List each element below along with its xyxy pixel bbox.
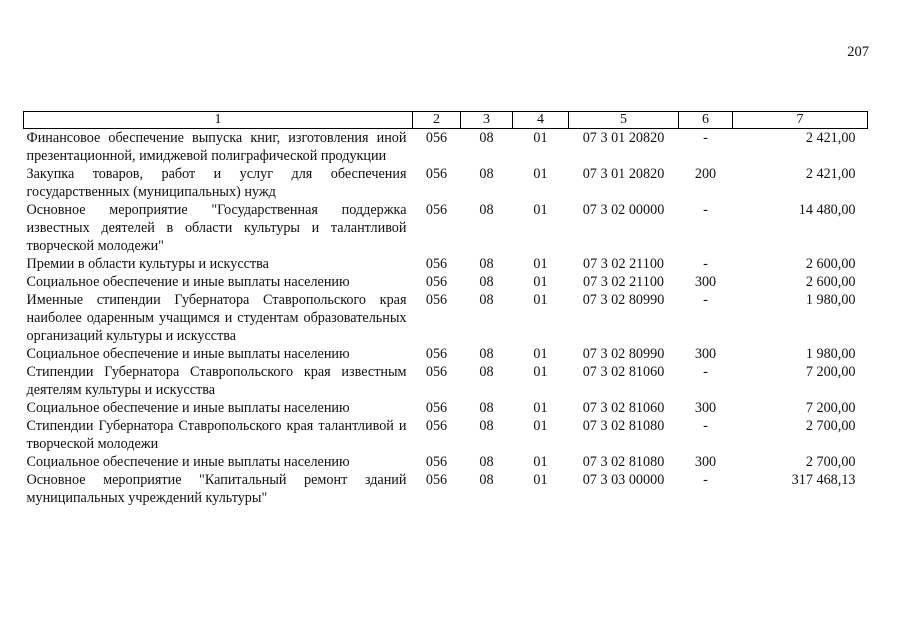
row-subsection: 01 <box>533 400 548 416</box>
row-amount: 2 700,00 <box>805 418 856 434</box>
row-ministry-code: 056 <box>425 274 448 290</box>
row-ministry-code: 056 <box>425 454 448 470</box>
row-amount: 7 200,00 <box>805 400 856 416</box>
row-subsection: 01 <box>533 292 548 308</box>
row-section: 08 <box>479 472 494 488</box>
row-amount: 2 700,00 <box>805 454 856 470</box>
row-amount: 1 980,00 <box>805 292 856 308</box>
row-name: Премии в области культуры и искусства <box>26 256 269 272</box>
row-amount: 2 421,00 <box>805 130 856 146</box>
table-row <box>24 165 868 201</box>
row-expense-type: - <box>703 202 708 218</box>
header-col-5: 5 <box>569 112 679 129</box>
header-col-3: 3 <box>461 112 513 129</box>
table-row <box>24 129 868 166</box>
row-target-article: 07 3 02 81080 <box>582 454 665 470</box>
row-section: 08 <box>479 202 494 218</box>
header-col-4: 4 <box>513 112 569 129</box>
table-row <box>24 471 868 507</box>
row-amount: 2 600,00 <box>805 256 856 272</box>
row-name: Основное мероприятие "Капитальный ремонт зданий муниципальных учреждений культуры" <box>26 472 407 506</box>
row-target-article: 07 3 02 00000 <box>582 202 665 218</box>
row-subsection: 01 <box>533 346 548 362</box>
row-ministry-code: 056 <box>425 364 448 380</box>
row-target-article: 07 3 02 81060 <box>582 364 665 380</box>
row-target-article: 07 3 02 80990 <box>582 346 665 362</box>
row-ministry-code: 056 <box>425 346 448 362</box>
row-target-article: 07 3 02 21100 <box>582 274 665 290</box>
row-section: 08 <box>479 364 494 380</box>
row-expense-type: - <box>703 130 708 146</box>
header-col-2: 2 <box>413 112 461 129</box>
table-row <box>24 399 868 417</box>
row-amount: 317 468,13 <box>791 472 856 488</box>
row-expense-type: 300 <box>694 274 717 290</box>
row-subsection: 01 <box>533 166 548 182</box>
row-amount: 2 421,00 <box>805 166 856 182</box>
row-target-article: 07 3 02 81080 <box>582 418 665 434</box>
row-expense-type: 300 <box>694 346 717 362</box>
row-target-article: 07 3 01 20820 <box>582 166 665 182</box>
row-amount: 1 980,00 <box>805 346 856 362</box>
row-target-article: 07 3 02 81060 <box>582 400 665 416</box>
row-amount: 2 600,00 <box>805 274 856 290</box>
row-expense-type: 300 <box>694 454 717 470</box>
row-expense-type: - <box>703 256 708 272</box>
row-subsection: 01 <box>533 418 548 434</box>
row-section: 08 <box>479 166 494 182</box>
row-amount: 14 480,00 <box>798 202 856 218</box>
row-section: 08 <box>479 418 494 434</box>
row-target-article: 07 3 02 21100 <box>582 256 665 272</box>
row-name: Социальное обеспечение и иные выплаты населению <box>26 454 350 470</box>
row-name: Социальное обеспечение и иные выплаты населению <box>26 274 350 290</box>
table-row <box>24 273 868 291</box>
row-target-article: 07 3 02 80990 <box>582 292 665 308</box>
row-name: Стипендии Губернатора Ставропольского края талантливой и творческой молодежи <box>26 418 407 452</box>
row-name: Основное мероприятие "Государственная поддержка известных деятелей в области культуры и талантливой творческой молодежи" <box>26 202 407 254</box>
row-subsection: 01 <box>533 256 548 272</box>
row-ministry-code: 056 <box>425 166 448 182</box>
row-ministry-code: 056 <box>425 400 448 416</box>
row-section: 08 <box>479 346 494 362</box>
row-subsection: 01 <box>533 274 548 290</box>
table-row <box>24 453 868 471</box>
row-subsection: 01 <box>533 130 548 146</box>
header-col-6: 6 <box>679 112 733 129</box>
page-number: 207 <box>847 44 869 60</box>
row-section: 08 <box>479 256 494 272</box>
row-section: 08 <box>479 292 494 308</box>
table-body <box>24 129 868 508</box>
row-ministry-code: 056 <box>425 418 448 434</box>
row-target-article: 07 3 01 20820 <box>582 130 665 146</box>
row-section: 08 <box>479 454 494 470</box>
row-ministry-code: 056 <box>425 256 448 272</box>
header-col-1: 1 <box>24 112 413 129</box>
row-name: Стипендии Губернатора Ставропольского края известным деятелям культуры и искусства <box>26 364 407 398</box>
table-row <box>24 345 868 363</box>
row-section: 08 <box>479 400 494 416</box>
budget-table <box>23 111 868 507</box>
row-name: Социальное обеспечение и иные выплаты населению <box>26 346 350 362</box>
row-expense-type: - <box>703 292 708 308</box>
row-name: Закупка товаров, работ и услуг для обеспечения государственных (муниципальных) нужд <box>26 166 407 200</box>
row-target-article: 07 3 03 00000 <box>582 472 665 488</box>
row-expense-type: - <box>703 364 708 380</box>
row-subsection: 01 <box>533 364 548 380</box>
row-subsection: 01 <box>533 454 548 470</box>
row-subsection: 01 <box>533 472 548 488</box>
row-expense-type: 200 <box>694 166 717 182</box>
row-amount: 7 200,00 <box>805 364 856 380</box>
row-name: Социальное обеспечение и иные выплаты населению <box>26 400 350 416</box>
row-ministry-code: 056 <box>425 292 448 308</box>
header-col-7: 7 <box>733 112 868 129</box>
table-row <box>24 417 868 453</box>
row-subsection: 01 <box>533 202 548 218</box>
row-expense-type: - <box>703 418 708 434</box>
table-row <box>24 291 868 345</box>
row-ministry-code: 056 <box>425 202 448 218</box>
row-ministry-code: 056 <box>425 472 448 488</box>
row-name: Именные стипендии Губернатора Ставропольского края наиболее одаренным учащимся и студентам образовательных организаций культуры и искусства <box>26 292 407 344</box>
row-section: 08 <box>479 130 494 146</box>
row-ministry-code: 056 <box>425 130 448 146</box>
row-expense-type: 300 <box>694 400 717 416</box>
row-name: Финансовое обеспечение выпуска книг, изготовления иной презентационной, имиджевой полиграфической продукции <box>26 130 407 164</box>
table-row <box>24 363 868 399</box>
table-row <box>24 255 868 273</box>
row-section: 08 <box>479 274 494 290</box>
table-header <box>24 112 868 129</box>
table-row <box>24 201 868 255</box>
row-expense-type: - <box>703 472 708 488</box>
